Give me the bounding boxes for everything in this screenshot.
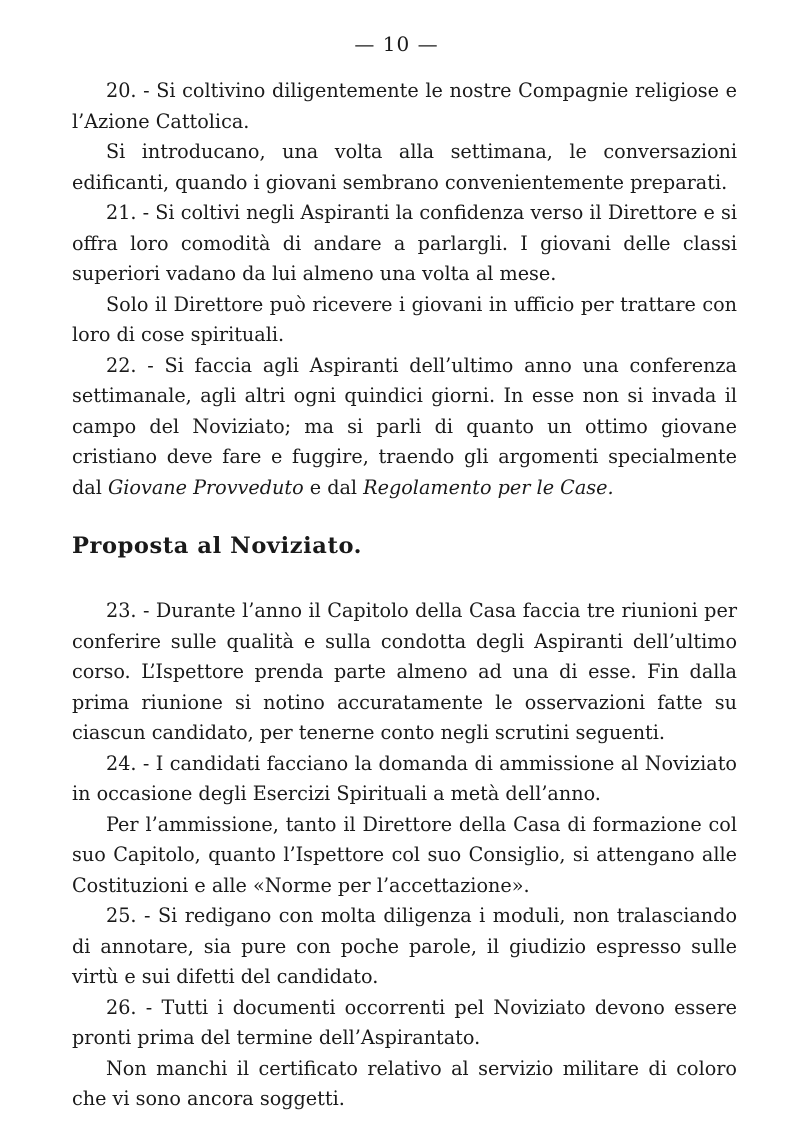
book-title-giovane-provveduto: Giovane Provveduto	[107, 475, 304, 499]
paragraph-26: 26. - Tutti i documenti occorrenti pel Noviziato devono essere pronti prima del termine dell’Aspirantato.	[72, 995, 737, 1049]
paragraph-22	[72, 351, 737, 504]
paragraph-26-continued: Non manchi il certificato relativo al servizio militare di coloro che vi sono ancora soggetti.	[72, 1056, 737, 1110]
paragraph-24-continued: Per l’ammissione, tanto il Direttore della Casa di formazione col suo Capitolo, quanto l’Ispettore col suo Consiglio, si attengano alle Costituzioni e alle «Norme per l’accettazione».	[72, 812, 737, 897]
paragraph-20: 20. - Si coltivino diligentemente le nostre Compagnie religiose e l’Azione Cattolica.	[72, 79, 737, 133]
paragraph-22-text: 22. - Si faccia agli Aspiranti dell’ultimo anno una conferenza settimanale, agli altri ogni quindici giorni. In esse non si invada il campo del Noviziato; ma si parli di quanto un ottimo giovane cristiano deve fare e fuggire, traendo gli argomenti specialmente dal	[72, 353, 737, 499]
page-number: — 10 —	[354, 32, 439, 56]
section-1-body	[72, 76, 737, 503]
section-2-body	[72, 596, 737, 1115]
paragraph-21: 21. - Si coltivi negli Aspiranti la confidenza verso il Direttore e si offra loro comodità di andare a parlargli. I giovani delle classi superiori vadano da lui almeno una volta al mese.	[72, 201, 737, 285]
paragraph-21-continued: Solo il Direttore può ricevere i giovani in ufficio per trattare con loro di cose spirituali.	[72, 292, 737, 346]
paragraph-24: 24. - I candidati facciano la domanda di ammissione al Noviziato in occasione degli Esercizi Spirituali a metà dell’anno.	[72, 751, 737, 805]
paragraph-22-connector: e dal	[303, 475, 364, 499]
book-title-regolamento: Regolamento per le Case.	[363, 475, 614, 499]
paragraph-25: 25. - Si redigano con molta diligenza i moduli, non tralasciando di annotare, sia pure con poche parole, il giudizio espresso sulle virtù e sui difetti del candidato.	[72, 904, 737, 988]
paragraph-23: 23. - Durante l’anno il Capitolo della Casa faccia tre riunioni per conferire sulle qualità e sulla condotta degli Aspiranti dell’ultimo corso. L’Ispettore prenda parte almeno ad una di esse. Fin dalla prima riunione si notino accuratamente le osservazioni fatte su ciascun candidato, per tenerne conto negli scrutini seguenti.	[72, 599, 737, 744]
paragraph-20-continued: Si introducano, una volta alla settimana, le conversazioni edificanti, quando i giovani sembrano convenientemente preparati.	[72, 140, 737, 194]
section-heading-noviziato: Proposta al Noviziato.	[72, 533, 363, 559]
